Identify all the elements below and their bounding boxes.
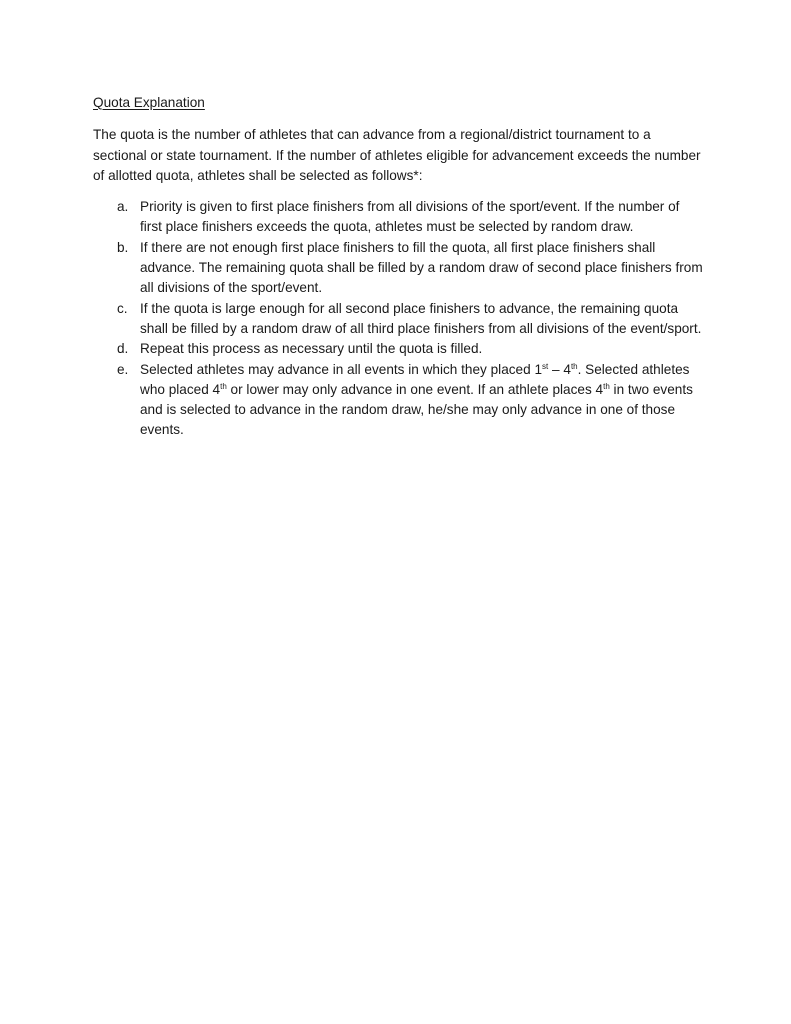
- text-segment: Selected athletes may advance in all events in which they placed 1: [140, 361, 543, 377]
- list-item-text: If the quota is large enough for all second place finishers to advance, the remaining quota shall be filled by a random draw of all third place finishers from all divisions of the event/sport.: [140, 300, 702, 336]
- text-segment: or lower may only advance in one event. If an athlete places 4: [226, 381, 604, 397]
- list-marker: c.: [117, 300, 128, 316]
- list-item-text: [140, 362, 693, 438]
- list-marker: d.: [117, 341, 129, 357]
- list-item-text: If there are not enough first place finishers to fill the quota, all first place finishers shall advance. The remaining quota shall be filled by a random draw of second place finishers from all divisions of the sport/event.: [140, 239, 703, 296]
- list-item-d: [93, 339, 703, 359]
- list-item-c: [93, 299, 703, 340]
- list-item-a: [93, 197, 703, 238]
- text-segment: . Selected athletes who placed 4: [140, 361, 690, 397]
- text-segment: in two events and is selected to advance in the random draw, he/she may only advance in one of those events.: [140, 381, 693, 438]
- list-item-b: [93, 238, 703, 299]
- list-item-text: Priority is given to first place finishers from all divisions of the sport/event. If the number of first place finishers exceeds the quota, athletes must be selected by random draw.: [140, 199, 680, 235]
- section-heading: Quota Explanation: [93, 95, 205, 110]
- list-marker: b.: [117, 239, 129, 255]
- list-item-text: Repeat this process as necessary until the quota is filled.: [140, 341, 483, 357]
- text-segment: – 4: [548, 361, 571, 377]
- list-marker: e.: [117, 361, 129, 377]
- selection-criteria-list: [93, 197, 703, 441]
- document-body: [93, 93, 703, 441]
- ordinal-suffix: th: [603, 381, 610, 391]
- list-marker: a.: [117, 199, 129, 215]
- ordinal-suffix: th: [220, 381, 227, 391]
- ordinal-suffix: st: [542, 361, 549, 371]
- list-item-e: [93, 360, 703, 441]
- ordinal-suffix: th: [570, 361, 578, 371]
- intro-paragraph: The quota is the number of athletes that can advance from a regional/district tournament to a sectional or state tournament. If the number of athletes eligible for advancement exceeds the number of allotted quota, athletes shall be selected as follows*:: [93, 127, 701, 183]
